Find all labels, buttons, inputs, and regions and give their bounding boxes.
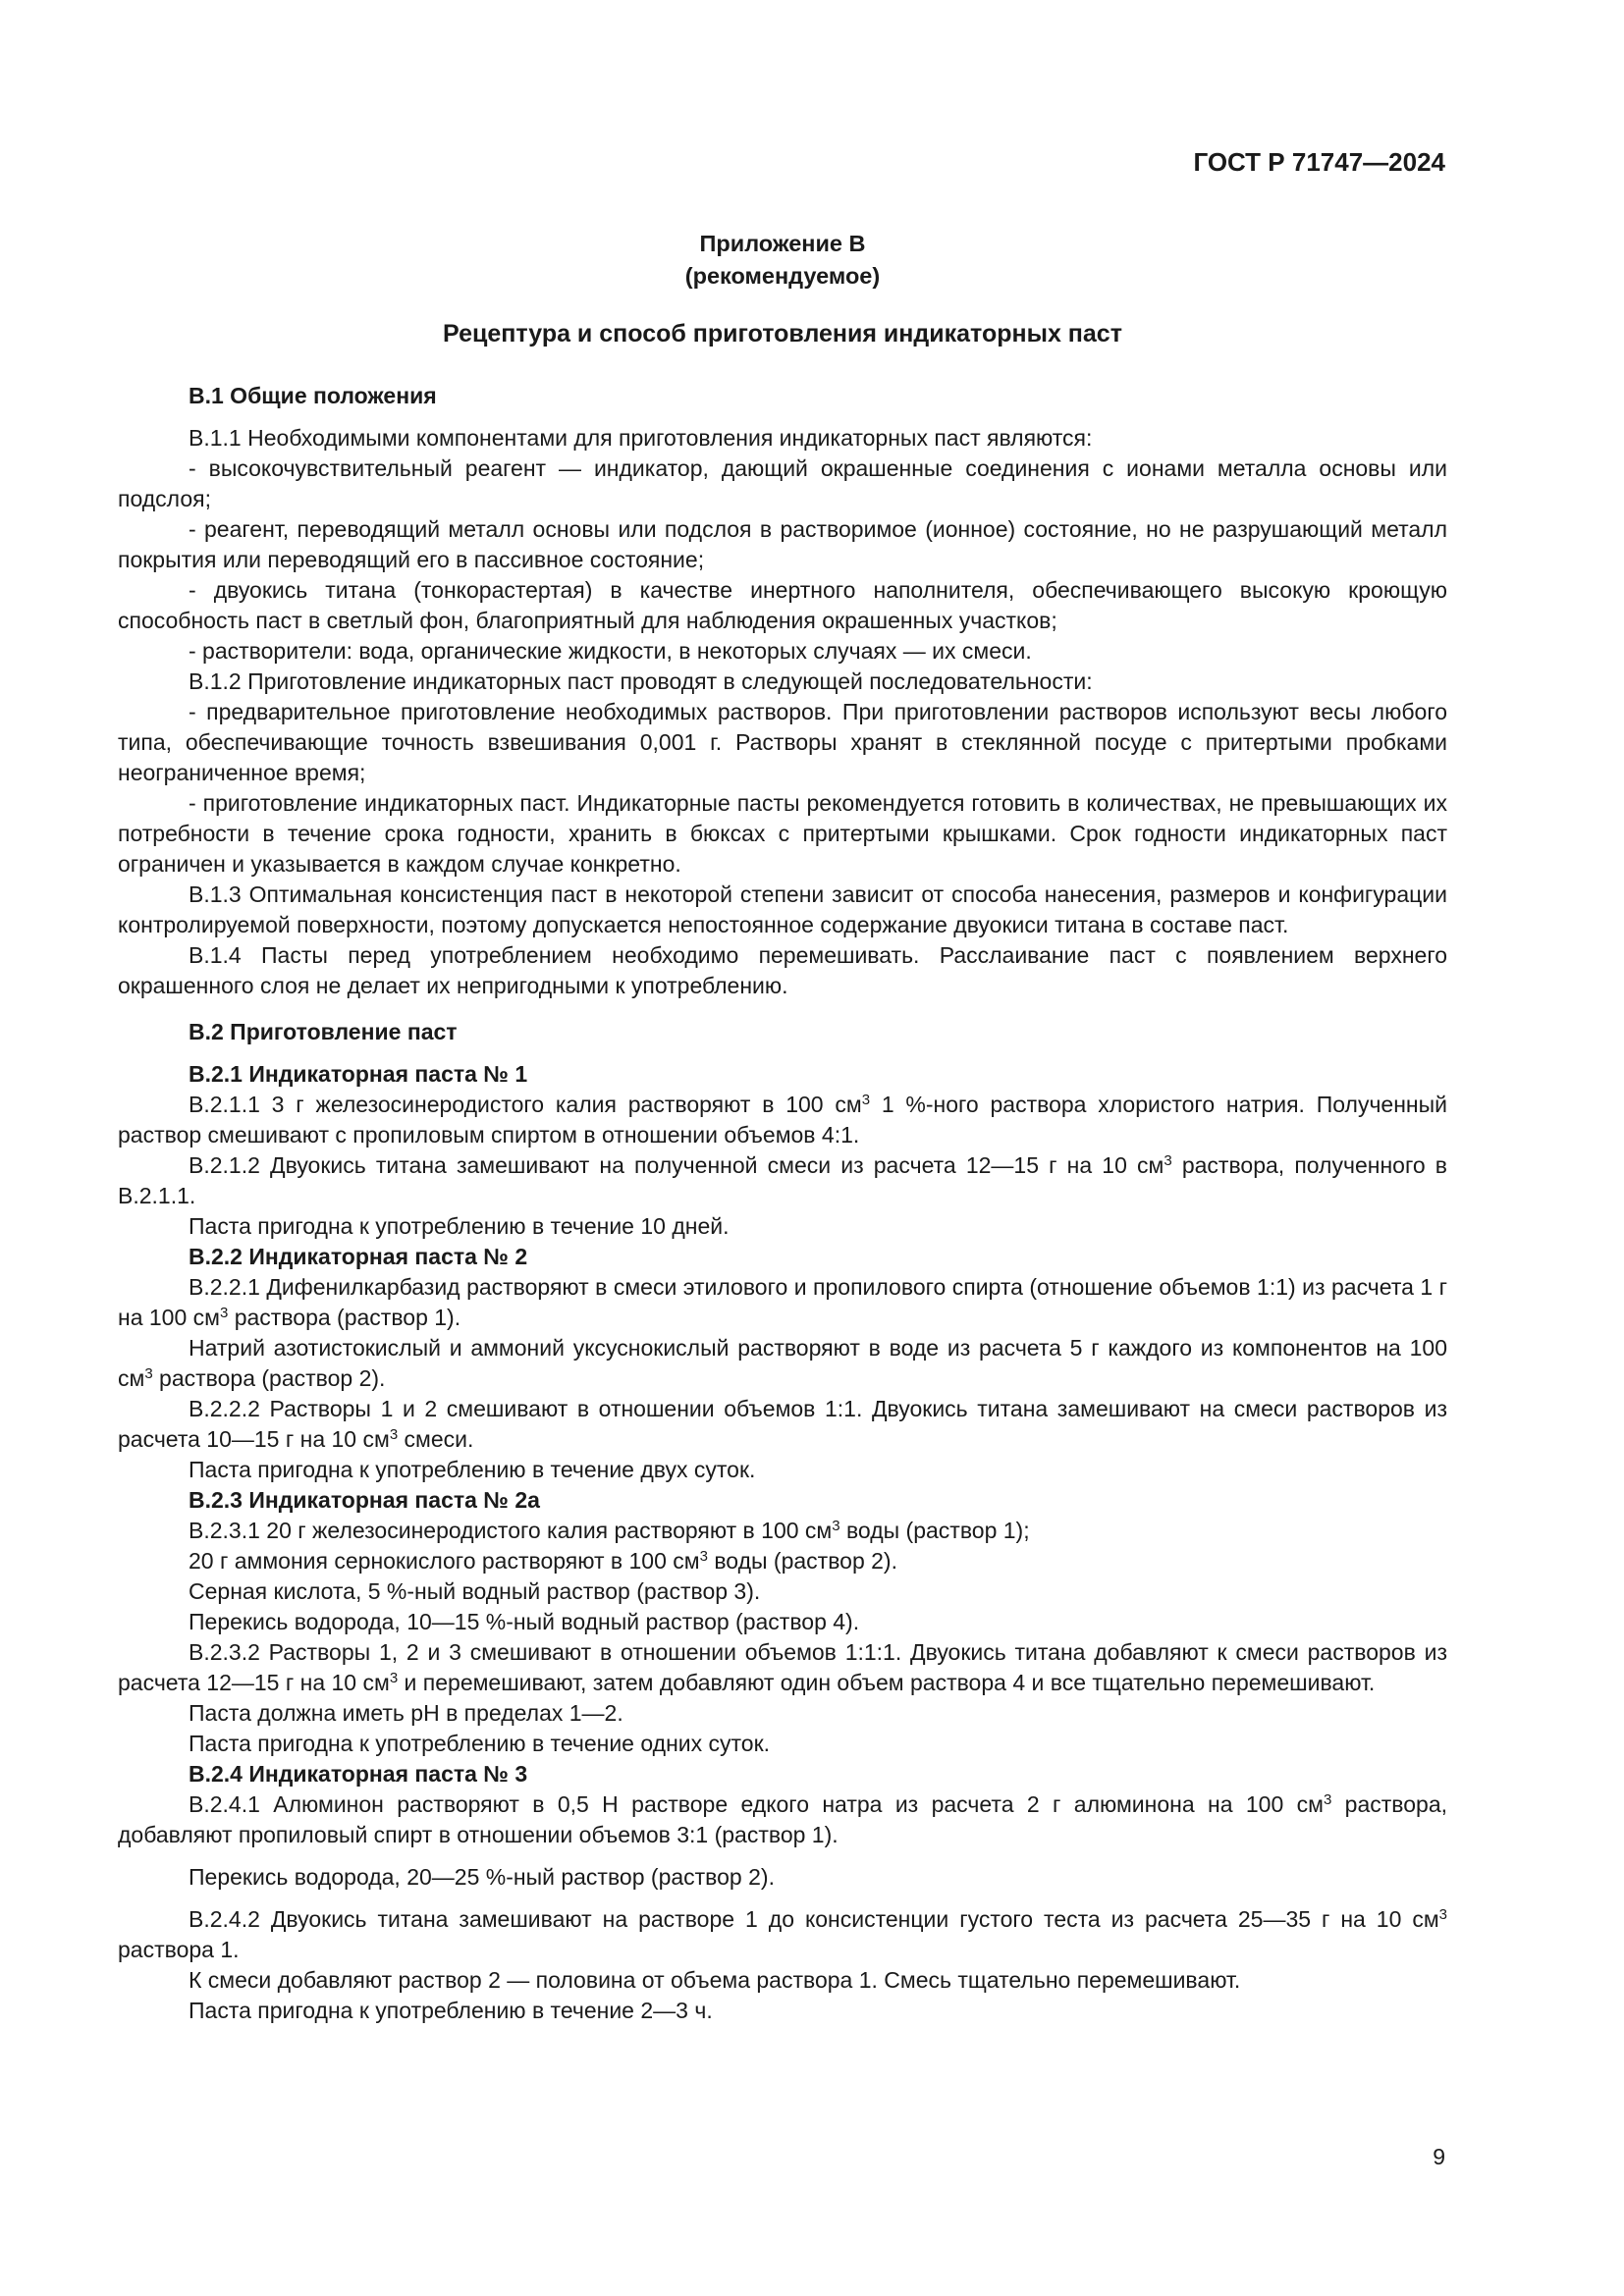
appendix-title: Рецептура и способ приготовления индикаторных паст [443, 320, 1122, 347]
paragraph-b222: В.2.2.2 Растворы 1 и 2 смешивают в отношении объемов 1:1. Двуокись титана замешивают на смеси растворов из расчета 10—15 г на 10 $см^3$ смеси. [118, 1396, 1447, 1452]
paragraph-b231: В.2.3.1 20 г железосинеродистого калия растворяют в 100 $см^3$ воды (раствор 1); [189, 1518, 1030, 1543]
document-id: ГОСТ Р 71747—2024 [1193, 147, 1445, 177]
paragraph-b12: В.1.2 Приготовление индикаторных паст проводят в следующей последовательности: [189, 668, 1093, 694]
paragraph-b211: В.2.1.1 3 г железосинеродистого калия растворяют в 100 $см^3$ 1 %-ного раствора хлористого натрия. Полученный раствор смешивают с пропиловым спиртом в отношении объемов 4:1. [118, 1092, 1447, 1148]
paragraph-b14: В.1.4 Пасты перед употреблением необходимо перемешивать. Расслаивание паст с появлением верхнего окрашенного слоя не делает их непригодными к употреблению. [118, 942, 1447, 998]
list-item: - предварительное приготовление необходимых растворов. При приготовлении растворов используют весы любого типа, обеспечивающие точность взвешивания 0,001 г. Растворы хранят в стеклянной посуде с притертыми пробками неограниченное время; [118, 699, 1447, 785]
list-item: - двуокись титана (тонкорастертая) в качестве инертного наполнителя, обеспечивающего высокую кроющую способность паст в светлый фон, благоприятный для наблюдения окрашенных участков; [118, 577, 1447, 633]
paragraph-b23-shelf-life: Паста пригодна к употреблению в течение одних суток. [189, 1731, 771, 1756]
paragraph-b23-solution4: Перекись водорода, 10—15 %-ный водный раствор (раствор 4). [189, 1609, 860, 1634]
appendix-label: Приложение В [699, 231, 866, 256]
subsection-heading-b24: В.2.4 Индикаторная паста № 3 [189, 1761, 528, 1787]
list-item: - приготовление индикаторных паст. Индикаторные пасты рекомендуется готовить в количествах, не превышающих их потребности в течение срока годности, хранить в бюксах с притертыми крышками. Срок годности индикаторных паст ограничен и указывается в каждом случае конкретно. [118, 790, 1447, 877]
paragraph-b13: В.1.3 Оптимальная консистенция паст в некоторой степени зависит от способа нанесения, размеров и конфигурации контролируемой поверхности, поэтому допускается непостоянное содержание двуокиси титана в составе паст. [118, 881, 1447, 937]
paragraph-b24-mixing: К смеси добавляют раствор 2 — половина от объема раствора 1. Смесь тщательно перемешивают. [189, 1967, 1241, 1993]
paragraph-b23-ph: Паста должна иметь pH в пределах 1—2. [189, 1700, 623, 1726]
page-number: 9 [1433, 2144, 1445, 2169]
appendix-heading [118, 228, 1447, 293]
list-item: - высокочувствительный реагент — индикатор, дающий окрашенные соединения с ионами металла основы или подслоя; [118, 455, 1447, 511]
paragraph-b23-solution2: 20 г аммония сернокислого растворяют в 100 $см^3$ воды (раствор 2). [189, 1548, 897, 1574]
document-body [118, 381, 1447, 2026]
paragraph-b22-shelf-life: Паста пригодна к употреблению в течение двух суток. [189, 1457, 756, 1482]
paragraph-b24-solution2: Перекись водорода, 20—25 %-ный раствор (раствор 2). [189, 1864, 775, 1890]
paragraph-b212: В.2.1.2 Двуокись титана замешивают на полученной смеси из расчета 12—15 г на 10 $см^3$ раствора, полученного в В.2.1.1. [118, 1152, 1447, 1208]
list-item: - растворители: вода, органические жидкости, в некоторых случаях — их смеси. [189, 638, 1032, 664]
paragraph-b23-solution3: Серная кислота, 5 %-ный водный раствор (раствор 3). [189, 1578, 761, 1604]
paragraph-b24-shelf-life: Паста пригодна к употреблению в течение 2—3 ч. [189, 1998, 713, 2023]
paragraph-b241: В.2.4.1 Алюминон растворяют в 0,5 Н растворе едкого натра из расчета 2 г алюминона на 100 $см^3$ раствора, добавляют пропиловый спирт в отношении объемов 3:1 (раствор 1). [118, 1791, 1447, 1847]
paragraph-b232: В.2.3.2 Растворы 1, 2 и 3 смешивают в отношении объемов 1:1:1. Двуокись титана добавляют к смеси растворов из расчета 12—15 г на 10 $см^3$ и перемешивают, затем добавляют один объем раствора 4 и все тщательно перемешивают. [118, 1639, 1447, 1695]
section-heading-b2: В.2 Приготовление паст [189, 1019, 458, 1044]
subsection-heading-b22: В.2.2 Индикаторная паста № 2 [189, 1244, 528, 1269]
section-heading-b1: В.1 Общие положения [189, 383, 437, 408]
appendix-status: (рекомендуемое) [684, 263, 881, 289]
list-item: - реагент, переводящий металл основы или подслоя в растворимое (ионное) состояние, но не разрушающий металл покрытия или переводящий его в пассивное состояние; [118, 516, 1447, 572]
paragraph-b242: В.2.4.2 Двуокись титана замешивают на растворе 1 до консистенции густого теста из расчета 25—35 г на 10 $см^3$ раствора 1. [118, 1906, 1447, 1962]
paragraph-b22-solution2: Натрий азотистокислый и аммоний уксуснокислый растворяют в воде из расчета 5 г каждого из компонентов на 100 $см^3$ раствора (раствор 2). [118, 1335, 1447, 1391]
paragraph-b221: В.2.2.1 Дифенилкарбазид растворяют в смеси этилового и пропилового спирта (отношение объемов 1:1) из расчета 1 г на 100 $см^3$ раствора (раствор 1). [118, 1274, 1447, 1330]
subsection-heading-b21: В.2.1 Индикаторная паста № 1 [189, 1061, 528, 1087]
paragraph-b11: В.1.1 Необходимыми компонентами для приготовления индикаторных паст являются: [189, 425, 1093, 451]
paragraph-b21-shelf-life: Паста пригодна к употреблению в течение 10 дней. [189, 1213, 730, 1239]
subsection-heading-b23: В.2.3 Индикаторная паста № 2а [189, 1487, 540, 1513]
